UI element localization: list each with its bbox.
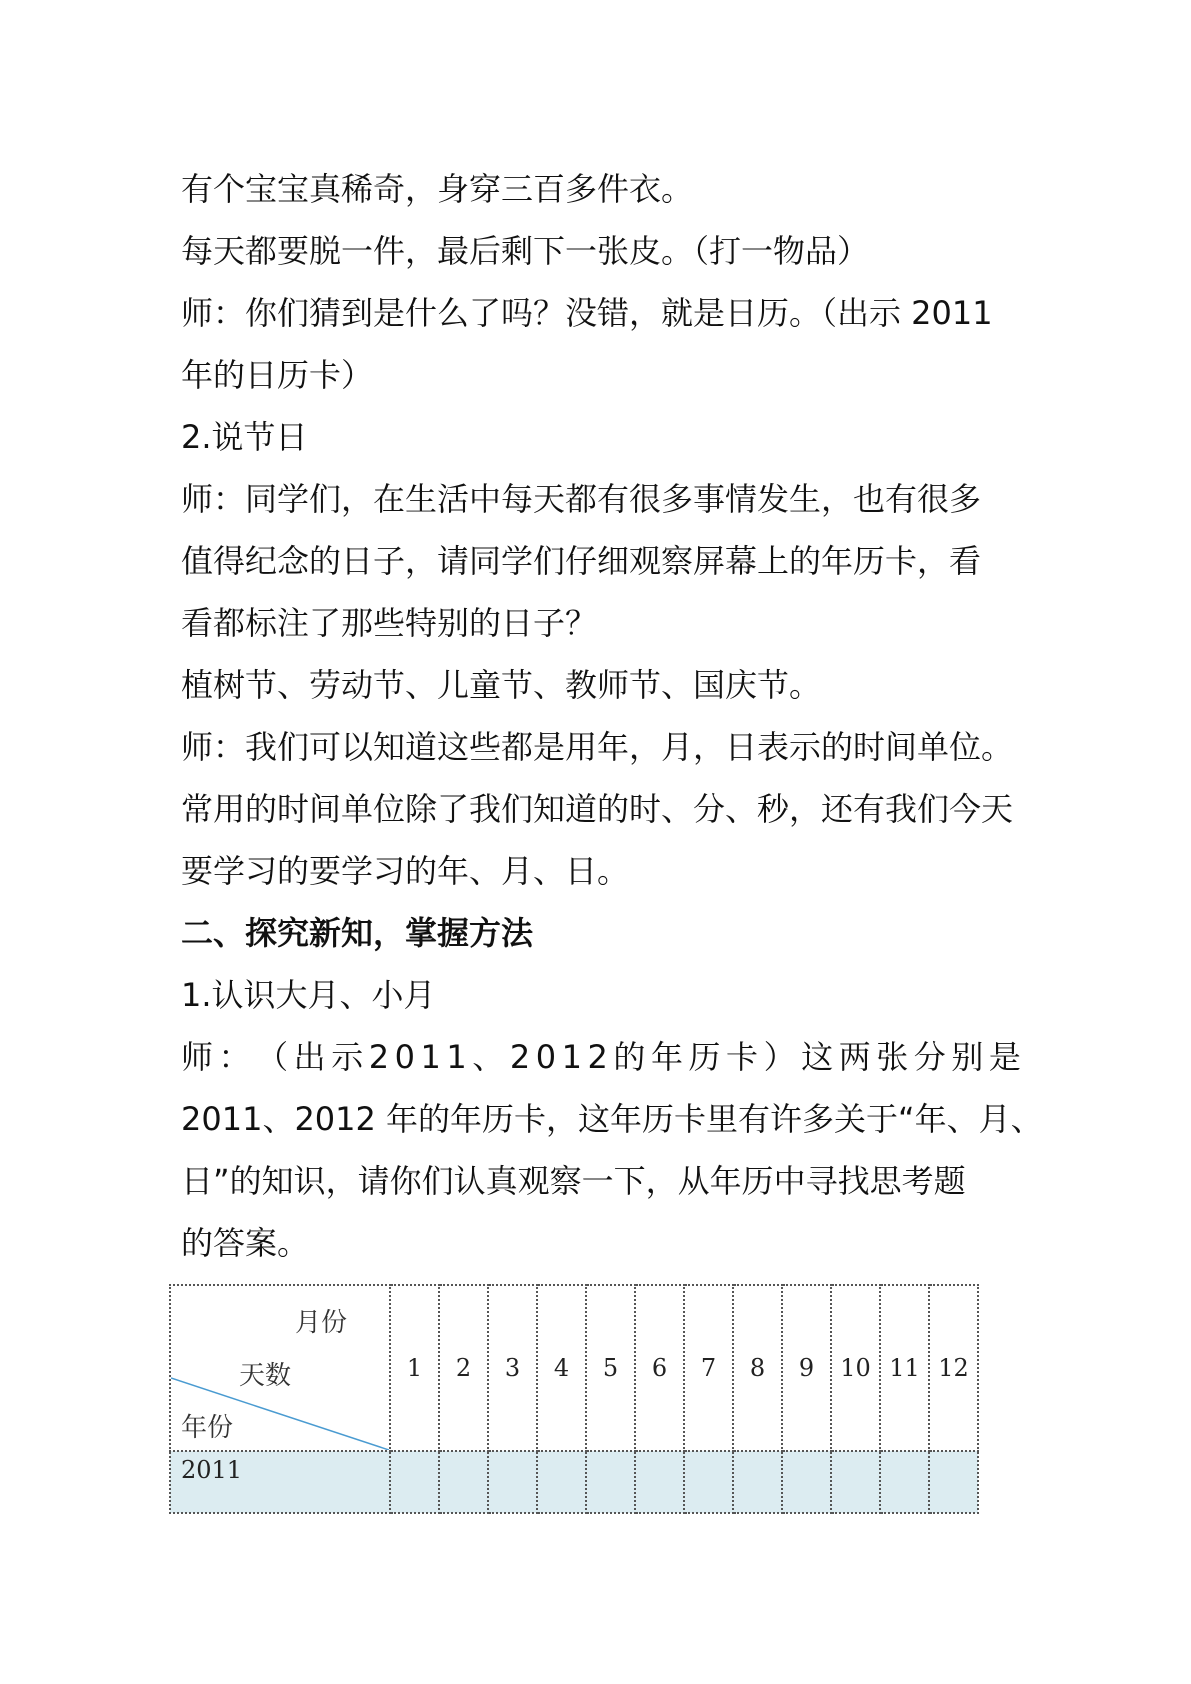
month-header-9: 9 [782, 1285, 831, 1451]
paragraph-line: 要学习的要学习的年、月、日。 [181, 852, 630, 890]
days-cell[interactable] [488, 1451, 537, 1513]
paragraph-char: 分 [913, 1038, 946, 1076]
year-cell: 2011 [170, 1451, 390, 1513]
month-header-10: 10 [831, 1285, 880, 1451]
paragraph-char: （ [256, 1038, 289, 1076]
paragraph-char: 别 [951, 1038, 984, 1076]
days-cell[interactable] [537, 1451, 586, 1513]
paragraph-char: 2 [368, 1038, 390, 1076]
month-header-12: 12 [929, 1285, 978, 1451]
days-cell[interactable] [831, 1451, 880, 1513]
paragraph-char: 历 [688, 1038, 721, 1076]
paragraph-char: 2 [587, 1038, 608, 1076]
days-cell[interactable] [880, 1451, 929, 1513]
section-heading: 二、探究新知，掌握方法 [181, 914, 534, 952]
paragraph-char: 、 [472, 1038, 505, 1076]
paragraph-line: 师：我们可以知道这些都是用年，月，日表示的时间单位。 [181, 728, 1014, 766]
paragraph-line: 年的日历卡） [181, 356, 374, 394]
year-header-label: 年份 [181, 1413, 234, 1443]
month-header-7: 7 [684, 1285, 733, 1451]
paragraph-char: 是 [988, 1038, 1021, 1076]
paragraph-line: 日”的知识，请你们认真观察一下，从年历中寻找思考题 [181, 1162, 966, 1200]
paragraph-char: 1 [420, 1038, 441, 1076]
paragraph-char: ） [763, 1038, 796, 1076]
month-header-5: 5 [586, 1285, 635, 1451]
paragraph-char: 1 [446, 1038, 467, 1076]
paragraph-line: 看都标注了那些特别的日子？ [181, 604, 598, 642]
paragraph-line [181, 1026, 1021, 1088]
month-header-1: 1 [390, 1285, 439, 1451]
paragraph-line: 植树节、劳动节、儿童节、教师节、国庆节。 [181, 666, 822, 704]
paragraph-char: 0 [394, 1038, 415, 1076]
month-header-2: 2 [439, 1285, 488, 1451]
days-cell[interactable] [782, 1451, 831, 1513]
table-header-row [170, 1285, 978, 1451]
month-header-3: 3 [488, 1285, 537, 1451]
paragraph-line: 值得纪念的日子，请同学们仔细观察屏幕上的年历卡，看 [181, 542, 982, 580]
days-cell[interactable] [635, 1451, 684, 1513]
paragraph-line: 2011、2012 年的年历卡，这年历卡里有许多关于“年、月、 [181, 1100, 1043, 1138]
paragraph-char: 卡 [726, 1038, 759, 1076]
paragraph-char: 出 [293, 1038, 326, 1076]
paragraph-line: 每天都要脱一件，最后剩下一张皮。（打一物品） [181, 232, 870, 270]
paragraph-char: 示 [331, 1038, 364, 1076]
month-header-4: 4 [537, 1285, 586, 1451]
paragraph-line: 常用的时间单位除了我们知道的时、分、秒，还有我们今天 [181, 790, 1014, 828]
paragraph-line: 的答案。 [181, 1224, 310, 1262]
paragraph-char: 1 [561, 1038, 582, 1076]
table-corner-cell [170, 1285, 390, 1451]
month-header-label: 月份 [295, 1308, 348, 1338]
paragraph-line: 2.说节日 [181, 418, 308, 456]
paragraph-char: 2 [509, 1038, 531, 1076]
days-header-label: 天数 [239, 1361, 292, 1391]
days-cell[interactable] [684, 1451, 733, 1513]
paragraph-char: 两 [838, 1038, 871, 1076]
month-header-11: 11 [880, 1285, 929, 1451]
paragraph-char: 的 [613, 1038, 646, 1076]
days-cell[interactable] [390, 1451, 439, 1513]
days-cell[interactable] [929, 1451, 978, 1513]
paragraph-char: 年 [650, 1038, 683, 1076]
paragraph-line: 有个宝宝真稀奇，身穿三百多件衣。 [181, 170, 694, 208]
body-text [181, 158, 1043, 1274]
paragraph-char: 这 [801, 1038, 834, 1076]
paragraph-char: 张 [876, 1038, 909, 1076]
month-days-table [169, 1284, 979, 1514]
paragraph-line: 师：同学们，在生活中每天都有很多事情发生，也有很多 [181, 480, 982, 518]
paragraph-char: 0 [535, 1038, 557, 1076]
month-header-8: 8 [733, 1285, 782, 1451]
table-row [170, 1451, 978, 1513]
paragraph-line: 1.认识大月、小月 [181, 976, 436, 1014]
paragraph-line: 师：你们猜到是什么了吗？没错，就是日历。（出示 2011 [181, 294, 993, 332]
days-cell[interactable] [439, 1451, 488, 1513]
days-cell[interactable] [586, 1451, 635, 1513]
paragraph-char: ： [218, 1038, 251, 1076]
month-header-6: 6 [635, 1285, 684, 1451]
days-cell[interactable] [733, 1451, 782, 1513]
paragraph-char: 师 [181, 1038, 214, 1076]
